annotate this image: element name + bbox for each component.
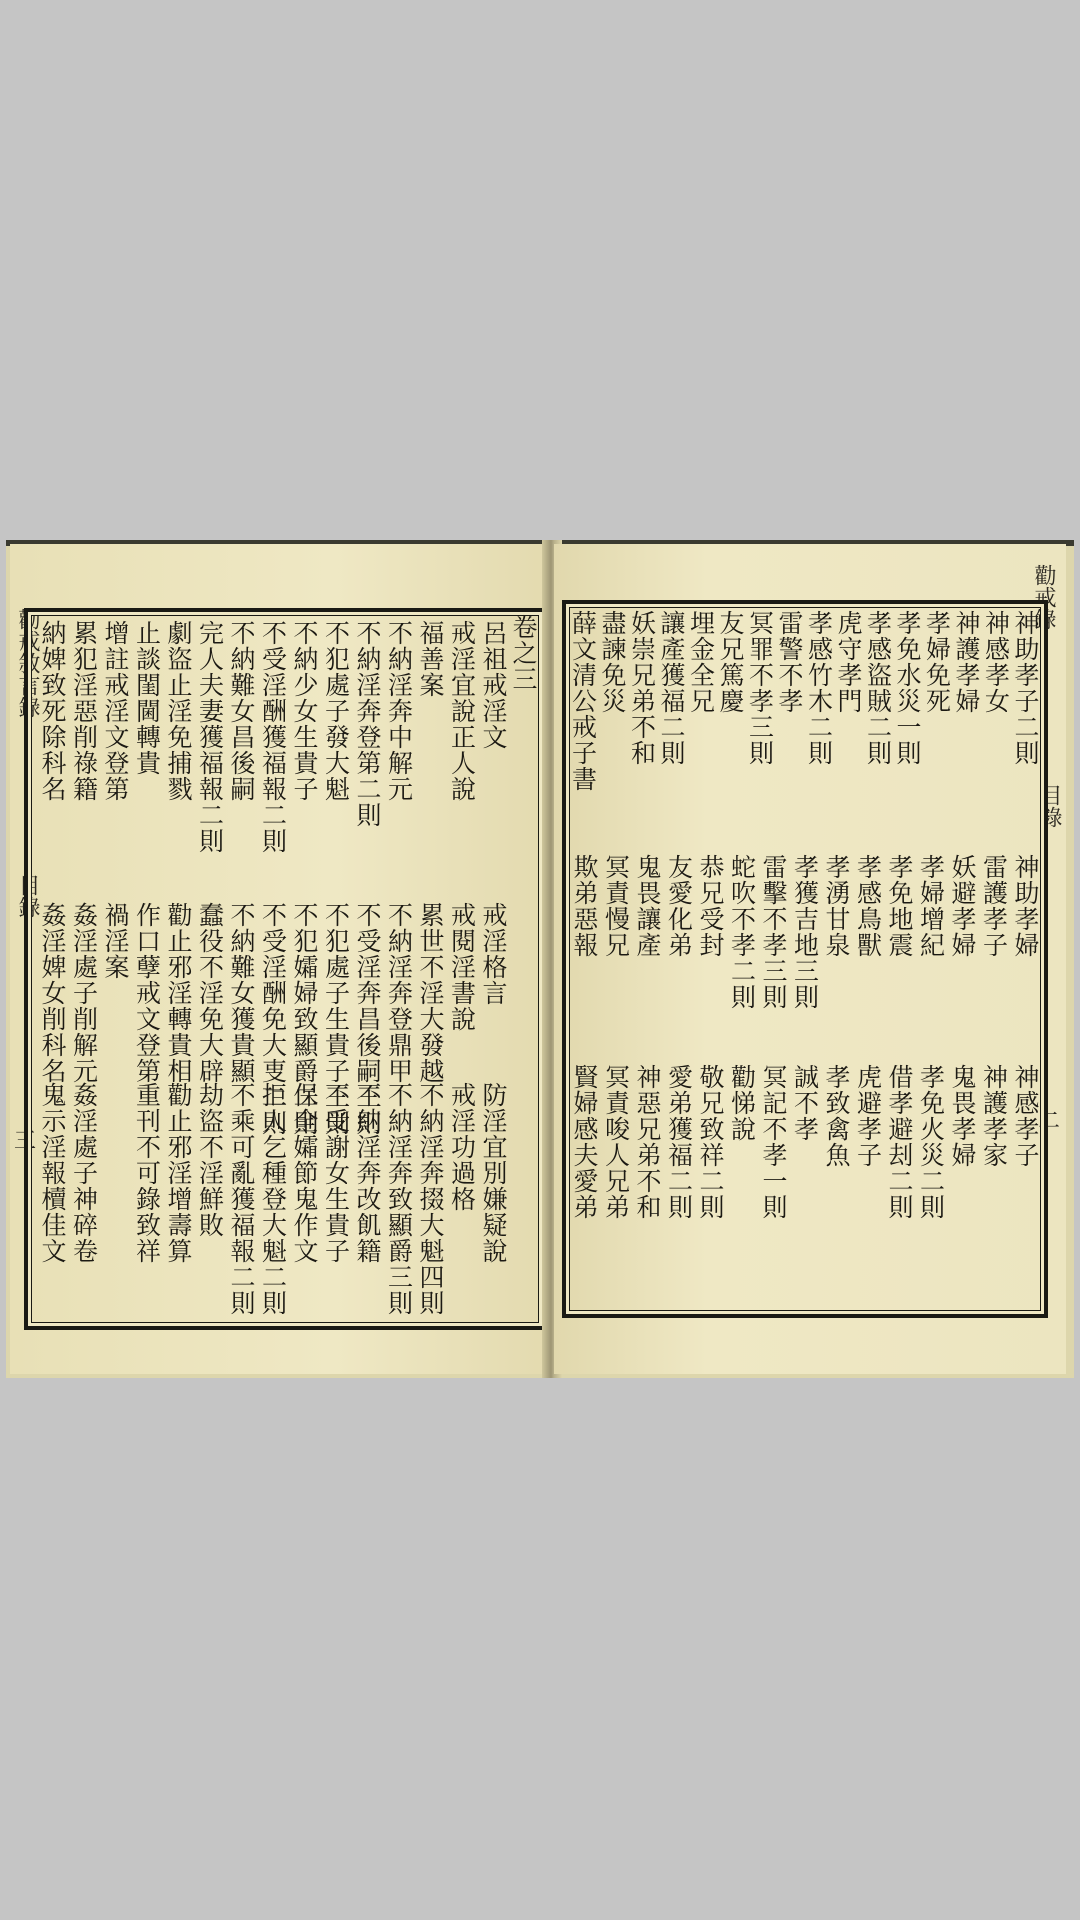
right-page-tier3-entry: 借孝避刦二則 [885, 1064, 914, 1220]
left-page-tier2-entry: 蠢役不淫免大辟 [195, 902, 225, 1084]
left-page-tier1-entry: 納婢致死除科名 [38, 620, 67, 802]
right-page-tier3-entry: 孝致禽魚 [822, 1064, 851, 1168]
right-page-tier3-entry: 冥記不孝一則 [759, 1064, 788, 1220]
right-page-tier1-entry: 盡諫免災 [598, 610, 627, 714]
left-page-tier3-entry: 不納淫奔掇大魁四則 [416, 1082, 445, 1316]
right-edge-section: 目錄 [1037, 784, 1062, 828]
left-page-tier3-entry: 鬼示淫報櫝佳文 [38, 1082, 67, 1264]
right-page-tier2-entry: 恭兄受封 [696, 854, 725, 958]
right-page-tier2-entry: 孝婦增紀 [916, 854, 946, 958]
right-page-tier1-entry: 虎守孝門 [834, 610, 863, 714]
left-page-tier2-entry: 姦淫處子削解元 [69, 902, 99, 1084]
left-page-frame [24, 608, 546, 1330]
left-page-number: 三 [14, 1129, 37, 1154]
right-page-tier1-entry: 孝感竹木二則 [804, 610, 834, 766]
left-page-tier2-entry: 戒閱淫書說 [447, 902, 477, 1032]
right-page-tier2-entry: 孝免地震 [885, 854, 914, 958]
left-page [10, 544, 550, 1374]
right-page-tier2-entry: 蛇吹不孝二則 [727, 854, 757, 1010]
right-edge-title: 勸戒錄 [1031, 564, 1056, 630]
right-page-tier1-entry: 神感孝女 [981, 610, 1011, 714]
volume-heading: 卷之三 [509, 614, 538, 692]
right-page-tier3-entry: 神惡兄弟不和 [633, 1064, 662, 1220]
right-page-tier1-entry: 友兄篤慶 [716, 610, 745, 714]
right-page-tier2-entry: 神助孝婦 [1011, 854, 1040, 958]
left-page-tier3-entry: 不納淫奔改飢籍 [353, 1082, 382, 1264]
right-page-tier3-entry: 賢婦感夫愛弟 [570, 1064, 599, 1220]
book-photo [6, 540, 1074, 1378]
right-page-tier1-entry: 孝免水災一則 [893, 610, 922, 766]
left-page-tier2-entry: 不犯孀婦致顯爵二則 [290, 902, 319, 1136]
left-page-tier1-entry: 不犯處子發大魁 [321, 620, 351, 802]
left-page-tier1-entry: 戒淫宜說正人說 [447, 620, 477, 802]
left-page-tier1-entry: 增註戒淫文登第 [101, 620, 130, 802]
left-page-tier3-entry: 拒人乞種登大魁二則 [258, 1082, 288, 1316]
right-page-tier1-entry: 妖崇兄弟不和 [627, 610, 657, 766]
left-page-tier3-entry: 不受謝女生貴子 [321, 1082, 351, 1264]
right-page-tier2-entry: 冥責慢兄 [601, 854, 631, 958]
right-page-tier2-entry: 孝獲吉地三則 [790, 854, 820, 1010]
right-page-frame [562, 600, 1048, 1318]
right-page-tier3-entry: 冥責唆人兄弟 [601, 1064, 631, 1220]
left-page-tier2-entry: 勸止邪淫轉貴相 [164, 902, 193, 1084]
left-page-tier3-entry: 重刊不可錄致祥 [132, 1082, 162, 1264]
left-edge-section: 目錄 [15, 874, 40, 918]
left-page-tier2-entry: 累世不淫大發越 [416, 902, 445, 1084]
left-page-tier1-entry: 不納淫奔中解元 [384, 620, 414, 802]
left-page-tier2-entry: 不受淫奔昌後嗣三則 [353, 902, 382, 1136]
left-page-tier2-entry: 不犯處子生貴子三則 [321, 902, 351, 1136]
left-page-tier2-entry: 禍淫案 [101, 902, 130, 980]
right-page-tier1-entry: 冥罪不孝三則 [745, 610, 775, 766]
left-page-tier3-entry: 姦淫處子神碎卷 [69, 1082, 99, 1264]
left-page-tier2-entry: 不受淫酬免大叓二則 [258, 902, 288, 1136]
left-page-tier2-entry: 姦淫婢女削科名 [38, 902, 67, 1084]
right-page-tier2-entry: 友愛化弟 [664, 854, 694, 958]
right-page-tier1-entry: 神助孝子二則 [1011, 610, 1040, 766]
right-page-tier1-entry: 孝感盜賊二則 [863, 610, 893, 766]
right-page-tier3-entry: 虎避孝子 [853, 1064, 883, 1168]
left-page-tier1-entry: 呂祖戒淫文 [479, 620, 508, 750]
right-page-tier3-entry: 孝免火災二則 [916, 1064, 946, 1220]
left-page-tier3-entry: 戒淫功過格 [447, 1082, 477, 1212]
left-page-tier3-entry: 防淫宜別嫌疑說 [479, 1082, 508, 1264]
right-page-tier1-entry: 薛文清公戒子書 [568, 610, 598, 792]
right-page-tier2-entry: 孝感鳥獸 [853, 854, 883, 958]
right-page-tier3-entry: 敬兄致祥二則 [696, 1064, 725, 1220]
right-page-tier3-entry: 愛弟獲福二則 [664, 1064, 694, 1220]
right-page-tier2-entry: 欺弟惡報 [570, 854, 599, 958]
left-edge-title: 勸戒敘言錄 [15, 608, 40, 718]
left-page-tier3-entry: 保全孀節鬼作文 [290, 1082, 319, 1264]
right-page-tier3-entry: 神感孝子 [1011, 1064, 1040, 1168]
right-page-tier3-entry: 神護孝家 [979, 1064, 1009, 1168]
right-page-tier2-entry: 妖避孝婦 [948, 854, 977, 958]
left-page-tier3-entry: 劫盜不淫鮮敗 [195, 1082, 225, 1238]
right-page-tier1-entry: 神護孝婦 [952, 610, 981, 714]
right-page-number: 二 [1038, 1109, 1061, 1134]
right-page [554, 544, 1066, 1374]
left-page-tier3-entry: 不乘可亂獲福報二則 [227, 1082, 256, 1316]
right-page-tier2-entry: 雷擊不孝三則 [759, 854, 788, 1010]
left-page-tier1-entry: 累犯淫惡削祿籍 [69, 620, 99, 802]
left-page-tier3-entry: 不納淫奔致顯爵三則 [384, 1082, 414, 1316]
left-page-tier1-entry: 劇盜止淫免捕戮 [164, 620, 193, 802]
right-page-tier1-entry: 讓產獲福二則 [657, 610, 686, 766]
right-page-tier2-entry: 雷護孝子 [979, 854, 1009, 958]
left-page-tier2-entry: 不納淫奔登鼎甲 [384, 902, 414, 1084]
right-page-tier3-entry: 勸悌說 [727, 1064, 757, 1142]
right-page-tier3-entry: 誠不孝 [790, 1064, 820, 1142]
right-page-tier1-entry: 孝婦免死 [922, 610, 952, 714]
left-page-tier1-entry: 不納淫奔登第二則 [353, 620, 382, 828]
left-page-tier2-entry: 戒淫格言 [479, 902, 508, 1006]
left-page-tier1-entry: 止談閨閫轉貴 [132, 620, 162, 776]
left-page-tier3-entry: 勸止邪淫增壽算 [164, 1082, 193, 1264]
left-page-tier2-entry: 作口孽戒文登第 [132, 902, 162, 1084]
right-page-tier2-entry: 孝湧甘泉 [822, 854, 851, 958]
right-page-tier3-entry: 鬼畏孝婦 [948, 1064, 977, 1168]
left-page-tier1-entry: 不受淫酬獲福報二則 [258, 620, 288, 854]
left-page-tier1-entry: 不納少女生貴子 [290, 620, 319, 802]
right-page-tier1-entry: 埋金全兄 [686, 610, 716, 714]
left-page-tier1-entry: 福善案 [416, 620, 445, 698]
left-page-tier1-entry: 不納難女昌後嗣 [227, 620, 256, 802]
right-page-tier2-entry: 鬼畏讓產 [633, 854, 662, 958]
right-page-tier1-entry: 雷警不孝 [775, 610, 804, 714]
left-page-tier2-entry: 不納難女獲貴顯 [227, 902, 256, 1084]
left-page-tier1-entry: 完人夫妻獲福報二則 [195, 620, 225, 854]
